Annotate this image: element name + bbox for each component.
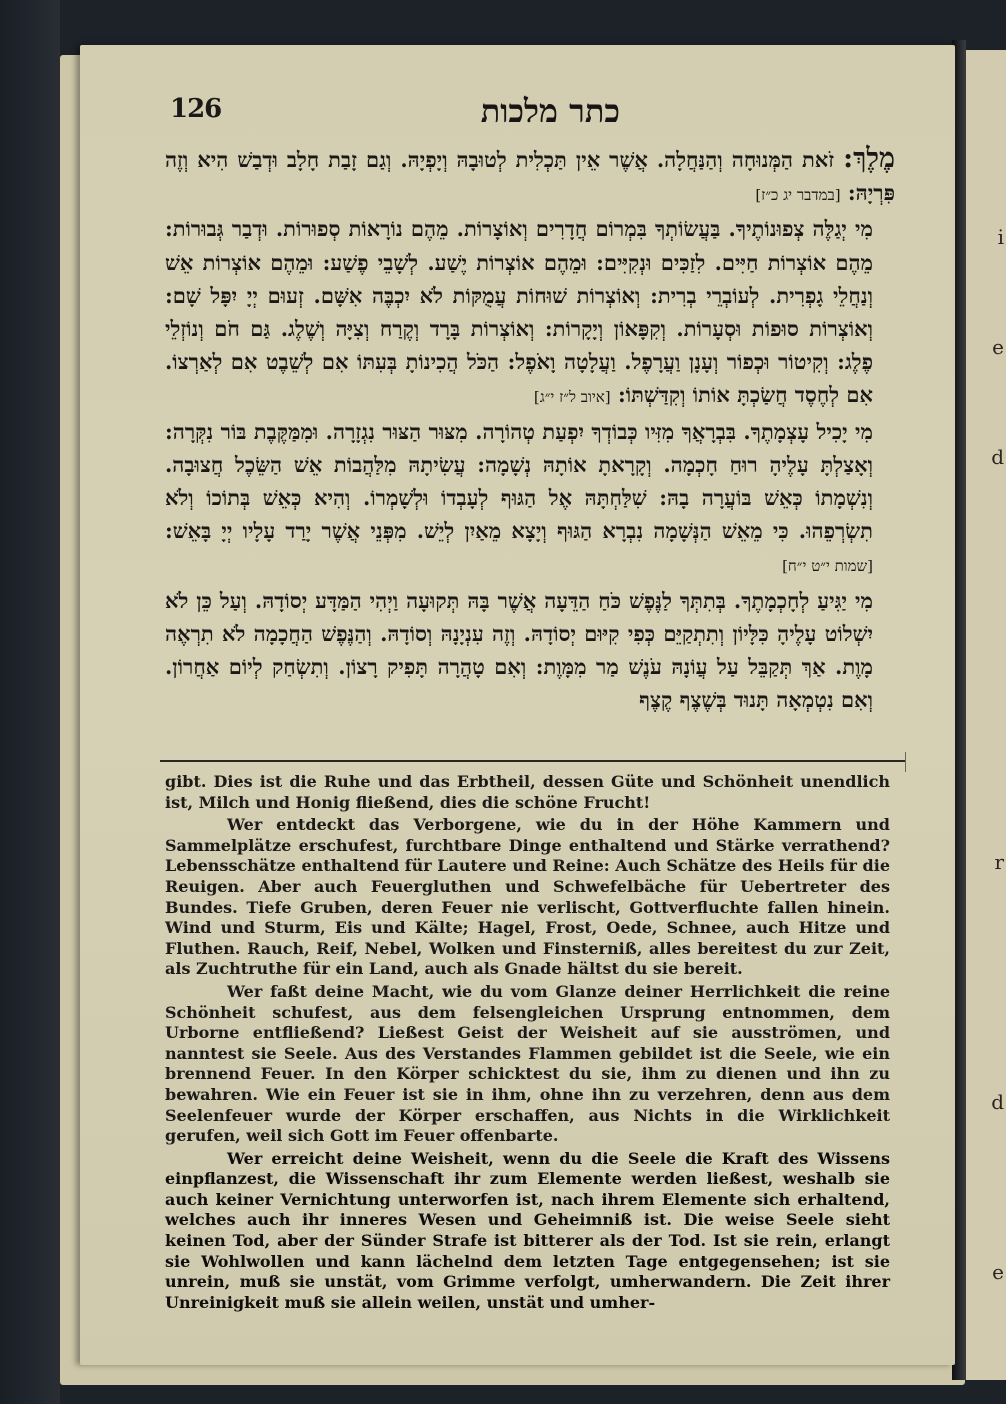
hebrew-paragraph-text: מִי יַגִּיעַ לְחָכְמָתֶךָ. בְּתִתְּךָ לַנֶּפֶשׁ כֹּחַ הַדֵּעָה אֲשֶׁר בָּהּ תְּקוּעָה וַיְהִי הַמַּדָּע יְסוֹדָהּ. וְעַל כֵּן לֹא יִשְׁלוֹט עָלֶיהָ כִּלָּיוֹן וְתִתְקַיֵּם כְּפִי קִיּוּם יְסוֹדָהּ. וְזֶה עִנְיָנָהּ וְסוֹדָהּ. וְהַנֶּפֶשׁ הַחֲכָמָה לֹא תִרְאֶה מָוֶת. אַךְ תְּקַבֵּל עַל עֲוֹנָהּ עֹנֶשׁ מַר מִמָּוֶת: וְאִם טָהֲרָה תָּפִיק רָצוֹן. וְתִשְׂחַק לְיוֹם אַחֲרוֹן. וְאִם נִטְמְאָה תָּנוּד בְּשֶׁצֶף קֶצֶף	[165, 587, 873, 713]
facing-page-letter: d	[991, 1090, 1004, 1114]
margin-mark	[905, 752, 906, 772]
facing-page-letter: r	[994, 850, 1004, 874]
german-paragraph: gibt. Dies ist die Ruhe und das Erbtheil, dessen Güte und Schönheit unendlich ist, Milch und Honig fließend, dies die schöne Frucht!	[165, 772, 890, 812]
german-paragraph: Wer entdeckt das Verborgene, wie du in der Höhe Kammern und Sammelplätze erschufest, furchtbare Dinge enthaltend und Stärke verrathend? Lebensschätze enthaltend für Lautere und Reine: Auch Schätze des Heils für die Reuigen. Aber auch Feuergluthen und Schwefelbäche für Uebertreter des Bundes. Tiefe Gruben, deren Feuer nie verlischt, Gottverfluchte fallen hinein. Wind und Sturm, Eis und Kälte; Hagel, Frost, Oede, Schnee, auch Hitze und Fluthen. Rauch, Reif, Nebel, Wolken und Finsterniß, alles bereitest du zur Zeit, als Zuchtruthe für ein Land, auch als Gnade hältst du sie bereit.	[165, 815, 890, 979]
german-translation-block	[165, 772, 890, 1315]
hebrew-paragraph-text: מִי יְגַלֶּה צְפוּנוֹתֶיךָ. בַּעֲשׂוֹתְךָ בִּמְרוֹם חֲדָרִים וְאוֹצָרוֹת. מֵהֶם נוֹרָאוֹת סְפוּרוֹת. וּדְבַר גְּבוּרוֹת: מֵהֶם אוֹצְרוֹת חַיִּים. לִזַכִּים וּנְקִיִּים: וּמֵהֶם אוֹצְרוֹת יֶשַׁע. לְשָׁבֵי פֶשַׁע: וּמֵהֶם אוֹצְרוֹת אֵשׁ וְנַחֲלֵי גָפְרִית. לְעוֹבְרֵי בְרִית: וְאוֹצְרוֹת שׁוּחוֹת עֲמֻקּוֹת לֹא יִכְבֶּה אִשָּׁם. זְעוּם יְיָ יִפָּל שָׁם: וְאוֹצְרוֹת סוּפוֹת וּסְעָרוֹת. וְקִפָּאוֹן וְיָקָרוֹת: וְאוֹצְרוֹת בָּרָד וְקֶרַח וְצִיָּה וְשֶׁלֶג. גַּם חֹם וְנוֹזְלֵי פֶלֶג: וְקִיטוֹר וּכְפוֹר וְעָנָן וַעֲרָפֶל. וַעֲלָטָה וָאֹפֶל: הַכֹּל הֲכִינוֹתָ בְּעִתּוֹ אִם לְשֵׁבֶט אִם לְאַרְצוֹ. אִם לְחֶסֶד חֲשַׂכְתָּ אוֹתוֹ וְקִדַּשְׁתּוֹ:	[165, 216, 873, 408]
hebrew-paragraph	[165, 584, 895, 717]
facing-page-letter: e	[992, 1260, 1004, 1284]
facing-page-letter: e	[992, 335, 1004, 359]
book-cover-edge	[0, 0, 60, 1404]
hebrew-paragraph-text: זֹאת הַמְּנוּחָה וְהַנַּחֲלָה. אֲשֶׁר אֵין תַּכְלִית לְטוּבָהּ וְיָפְיָהּ. וְגַם זָבַת חָלָב וּדְבַשׁ הִיא וְזֶה פִּרְיָהּ:	[165, 147, 895, 206]
hebrew-lead-word: מֶלֶךְ:	[843, 143, 896, 174]
german-paragraph: Wer faßt deine Macht, wie du vom Glanze deiner Herrlichkeit die reine Schönheit schufest, aus dem felsengleichen Ursprung entnommen, dem Urborne entfließend? Ließest Geist der Weisheit auf sie ausströmen, und nanntest sie Seele. Aus des Verstandes Flammen gebildet ist die Seele, wie ein brennend Feuer. In den Körper schicktest du sie, ihm zu dienen und ihn zu bewahren. Wie ein Feuer ist sie in ihm, ohne ihn zu verzehren, denn aus dem Seelenfeuer wurde der Körper erschaffen, aus Nichts in die Wirklichkeit gerufen, weil sich Gott im Feuer offenbarte.	[165, 981, 890, 1146]
verse-reference: [במדבר יג כ״ז]	[755, 186, 841, 205]
running-title: כתר מלכות	[480, 92, 620, 130]
hebrew-paragraph	[165, 415, 895, 584]
facing-page-edge	[966, 50, 1006, 1380]
hebrew-text-block	[165, 142, 895, 716]
section-divider	[160, 760, 905, 762]
hebrew-paragraph	[165, 142, 895, 212]
facing-page-letter: i	[997, 225, 1004, 249]
verse-reference: [איוב ל״ז י״ג]	[533, 388, 611, 407]
hebrew-paragraph-text: מִי יָכִיל עָצְמָתֶךָ. בִּבְרָאֲךָ מִזִּיו כְּבוֹדְךָ יִפְעַת טְהוֹרָה. מִצּוּר הַצּוּר נִגְזָרָה. וּמִמַּקֶּבֶת בּוֹר נִקְּרָה: וְאָצַלְתָּ עָלֶיהָ רוּחַ חָכְמָה. וְקָרָאתָ אוֹתָהּ נְשָׁמָה: עֲשִׂיתָהּ מִלַּהֲבוֹת אֵשׁ הַשֵּׂכֶל חֲצוּבָה. וְנִשְׁמָתוֹ כְּאֵשׁ בּוֹעֲרָה בָהּ: שִׁלַּחְתָּהּ אֶל הַגּוּף לְעָבְדוֹ וּלְשָׁמְרוֹ. וְהִיא כְּאֵשׁ בְּתוֹכוֹ וְלֹא תִשְׂרְפֵהוּ. כִּי מֵאֵשׁ הַנְּשָׁמָה נִבְרָא הַגּוּף וְיָצָא מֵאַיִן לְיֵשׁ. מִפְּנֵי אֲשֶׁר יָרַד עָלָיו יְיָ בָּאֵשׁ:	[165, 418, 873, 544]
page-header	[170, 92, 930, 136]
facing-page-letter: d	[991, 445, 1004, 469]
german-paragraph: Wer erreicht deine Weisheit, wenn du die Seele die Kraft des Wissens einpflanzest, die Wissenschaft ihr zum Elemente werden ließest, weshalb sie auch keiner Vernichtung unterworfen ist, nach ihrem Elemente sich erhaltend, welches auch ihr inneres Wesen und Geheimniß ist. Die weise Seele sieht keinen Tod, aber der Sünder Strafe ist bitterer als der Tod. Ist sie rein, erlangt sie Wohlwollen und kann lächelnd dem letzten Tage entgegensehen; ist sie unrein, muß sie unstät, vom Grimme verfolgt, umherwandern. Die Zeit ihrer Unreinigkeit muß sie allein weilen, unstät und umher-	[165, 1148, 890, 1312]
hebrew-paragraph	[165, 212, 895, 414]
page-number: 126	[170, 94, 222, 124]
verse-reference: [שמות י״ט י״ח]	[782, 557, 873, 576]
